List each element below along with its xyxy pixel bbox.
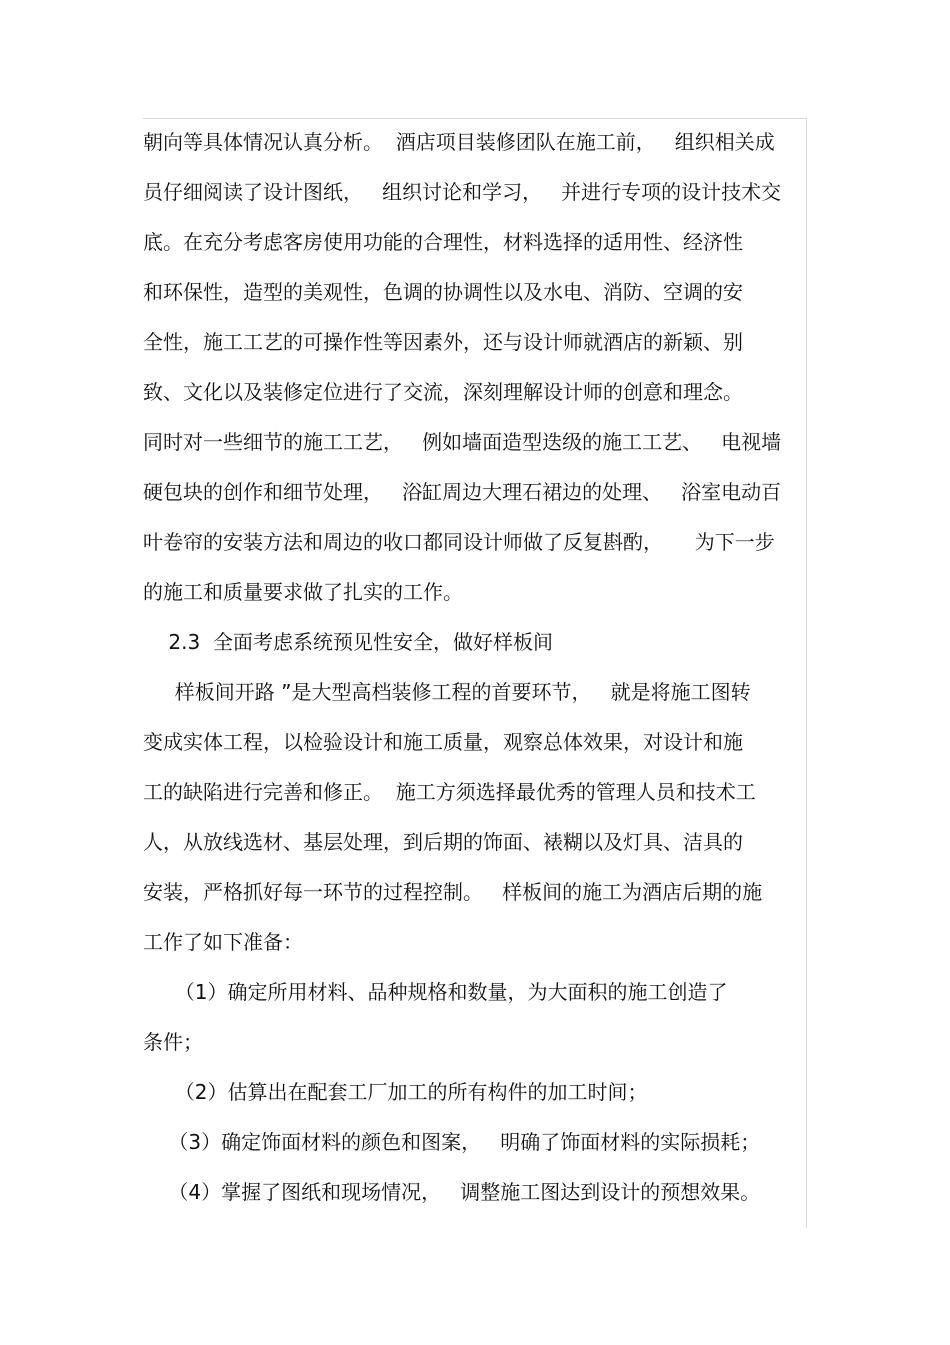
text-line: 全性，施工工艺的可操作性等因素外，还与设计师就酒店的新颖、别: [143, 330, 743, 354]
text-line: 工的缺陷进行完善和修正。 施工方须选择最优秀的管理人员和技术工: [143, 780, 756, 804]
document-body: [143, 122, 807, 1222]
text-line: 和环保性，造型的美观性，色调的协调性以及水电、消防、空调的安: [143, 280, 743, 304]
text-line: 安装，严格抓好每一环节的过程控制。 样板间的施工为酒店后期的施: [143, 880, 763, 904]
text-line: 工作了如下准备：: [143, 930, 303, 954]
text-line: 同时对一些细节的施工工艺， 例如墙面造型迭级的施工工艺、 电视墙: [143, 430, 782, 454]
list-item: （2）估算出在配套工厂加工的所有构件的加工时间；: [143, 1080, 648, 1104]
list-item: （4）掌握了图纸和现场情况， 调整施工图达到设计的预想效果。: [143, 1180, 761, 1204]
text-line: 硬包块的创作和细节处理， 浴缸周边大理石裙边的处理、 浴室电动百: [143, 480, 782, 504]
section-heading: 2.3 全面考虑系统预见性安全，做好样板间: [143, 630, 553, 654]
list-item-continuation: 条件；: [143, 1030, 203, 1054]
text-line: 变成实体工程，以检验设计和施工质量，观察总体效果，对设计和施: [143, 730, 743, 754]
text-line: 叶卷帘的安装方法和周边的收口都同设计师做了反复斟酌， 为下一步: [143, 530, 775, 554]
text-line: 底。在充分考虑客房使用功能的合理性，材料选择的适用性、经济性: [143, 230, 743, 254]
text-line: 人，从放线选材、基层处理，到后期的饰面、裱糊以及灯具、洁具的: [143, 830, 743, 854]
list-item: （1）确定所用材料、品种规格和数量，为大面积的施工创造了: [143, 980, 728, 1004]
text-line: 样板间开路 ”是大型高档装修工程的首要环节， 就是将施工图转: [143, 680, 751, 704]
text-line: 致、文化以及装修定位进行了交流，深刻理解设计师的创意和理念。: [143, 380, 743, 404]
list-item: （3）确定饰面材料的颜色和图案， 明确了饰面材料的实际损耗；: [143, 1130, 761, 1154]
text-line: 朝向等具体情况认真分析。 酒店项目装修团队在施工前， 组织相关成: [143, 130, 775, 154]
text-line: 的施工和质量要求做了扎实的工作。: [143, 580, 463, 604]
text-line: 员仔细阅读了设计图纸， 组织讨论和学习， 并进行专项的设计技术交: [143, 180, 782, 204]
